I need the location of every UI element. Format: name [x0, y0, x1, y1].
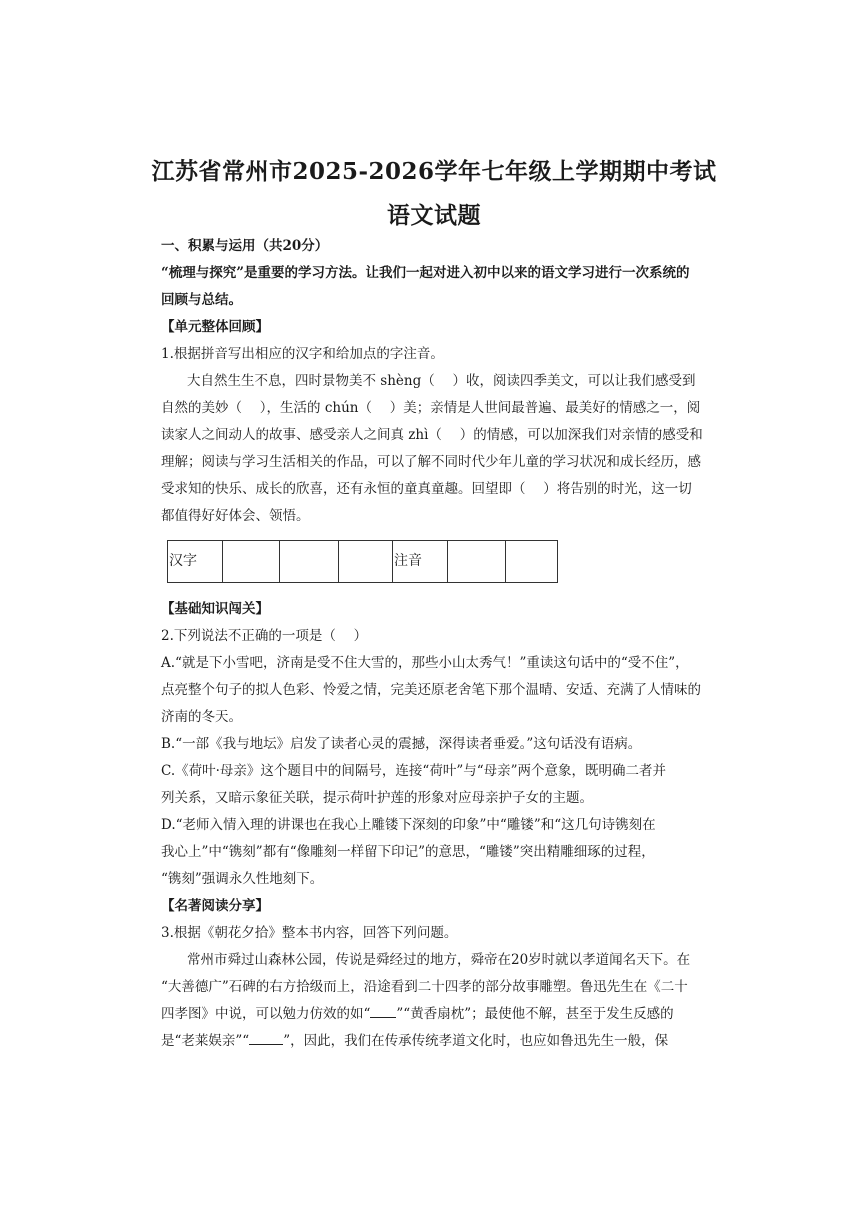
- option-a-line: 点亮整个句子的拟人色彩、怜爱之情，完美还原老舍笔下那个温晴、安适、充满了人情味的: [161, 682, 701, 698]
- section-intro-line: “梳理与探究”是重要的学习方法。让我们一起对进入初中以来的语文学习进行一次系统的: [161, 265, 690, 281]
- classics-passage-segment: ”“黄香扇枕”；最使他不解，甚至于发生反感的: [396, 1006, 674, 1022]
- zhuyin-answer-cell[interactable]: [506, 541, 558, 583]
- option-c-line: C.《荷叶·母亲》这个题目中的间隔号，连接“荷叶”与“母亲”两个意象，既明确二者并: [161, 763, 667, 779]
- zhuyin-answer-cell[interactable]: [448, 541, 506, 583]
- fill-in-blank[interactable]: [370, 1005, 396, 1018]
- section-heading: 一、积累与运用（共20分）: [161, 238, 329, 254]
- section-intro-line: 回顾与总结。: [161, 292, 242, 308]
- option-a-line: 济南的冬天。: [161, 709, 242, 725]
- question-3-prompt: 3.根据《朝花夕拾》整本书内容，回答下列问题。: [161, 925, 458, 941]
- classics-passage-segment: 四孝图》中说，可以勉力仿效的如“: [161, 1006, 371, 1022]
- basic-knowledge-label: 【基础知识闯关】: [161, 601, 269, 617]
- classics-passage-line: “大善德广”石碑的右方拾级而上，沿途看到二十四孝的部分故事雕塑。鲁迅先生在《二十: [161, 979, 688, 995]
- hanzi-label-cell: [168, 541, 223, 583]
- hanzi-answer-cell[interactable]: [223, 541, 280, 583]
- classics-passage-segment: 是“老莱娱亲”“: [161, 1033, 250, 1049]
- fill-in-blank[interactable]: [249, 1032, 283, 1045]
- exam-subtitle: 语文试题: [387, 202, 481, 229]
- passage-line: 大自然生生不息，四时景物美不 shèng（ ）收，阅读四季美文，可以让我们感受到: [187, 373, 696, 389]
- classics-label: 【名著阅读分享】: [161, 898, 269, 914]
- exam-title: 江苏省常州市2025-2026学年七年级上学期期中考试: [151, 158, 717, 185]
- passage-line: 自然的美妙（ ），生活的 chún（ ）美；亲情是人世间最普遍、最美好的情感之一，阅: [161, 400, 701, 416]
- hanzi-answer-cell[interactable]: [339, 541, 393, 583]
- option-d-line: 我心上”中“镌刻”都有“像雕刻一样留下印记”的意思，“雕镂”突出精雕细琢的过程，: [161, 844, 655, 860]
- classics-passage-segment: ”，因此，我们在传承传统孝道文化时，也应如鲁迅先生一般，保: [283, 1033, 669, 1049]
- option-c-line: 列关系，又暗示象征关联，提示荷叶护莲的形象对应母亲护子女的主题。: [161, 790, 593, 806]
- option-b-line: B.“一部《我与地坛》启发了读者心灵的震撼，深得读者垂爱。”这句话没有语病。: [161, 736, 642, 752]
- hanzi-answer-cell[interactable]: [280, 541, 339, 583]
- zhuyin-label-cell: [393, 541, 448, 583]
- passage-line: 都值得好好体会、领悟。: [161, 508, 310, 524]
- classics-passage-line: [161, 1032, 721, 1050]
- zhuyin-label: 注音: [394, 553, 422, 569]
- option-d-line: “镌刻”强调永久性地刻下。: [161, 871, 324, 887]
- option-a-line: A.“就是下小雪吧，济南是受不住大雪的，那些小山太秀气！”重读这句话中的“受不住”，: [161, 655, 689, 671]
- passage-line: 理解；阅读与学习生活相关的作品，可以了解不同时代少年儿童的学习状况和成长经历，感: [161, 454, 701, 470]
- classics-passage-line: [161, 1005, 721, 1023]
- unit-review-label: 【单元整体回顾】: [161, 319, 269, 335]
- passage-line: 受求知的快乐、成长的欣喜，还有永恒的童真童趣。回望即（ ）将告别的时光，这一切: [161, 481, 692, 497]
- option-d-line: D.“老师入情入理的讲课也在我心上雕镂下深刻的印象”中“雕镂”和“这几句诗镌刻在: [161, 817, 656, 833]
- passage-line: 读家人之间动人的故事、感受亲人之间真 zhì（ ）的情感，可以加深我们对亲情的感受和: [161, 427, 703, 443]
- question-2-prompt: 2.下列说法不正确的一项是（ ）: [161, 628, 368, 644]
- hanzi-label: 汉字: [169, 553, 197, 569]
- answer-table-row: [168, 541, 558, 583]
- answer-table: [167, 540, 558, 583]
- classics-passage-line: 常州市舜过山森林公园，传说是舜经过的地方，舜帝在20岁时就以孝道闻名天下。在: [187, 952, 691, 968]
- question-1-prompt: 1.根据拼音写出相应的汉字和给加点的字注音。: [161, 346, 444, 362]
